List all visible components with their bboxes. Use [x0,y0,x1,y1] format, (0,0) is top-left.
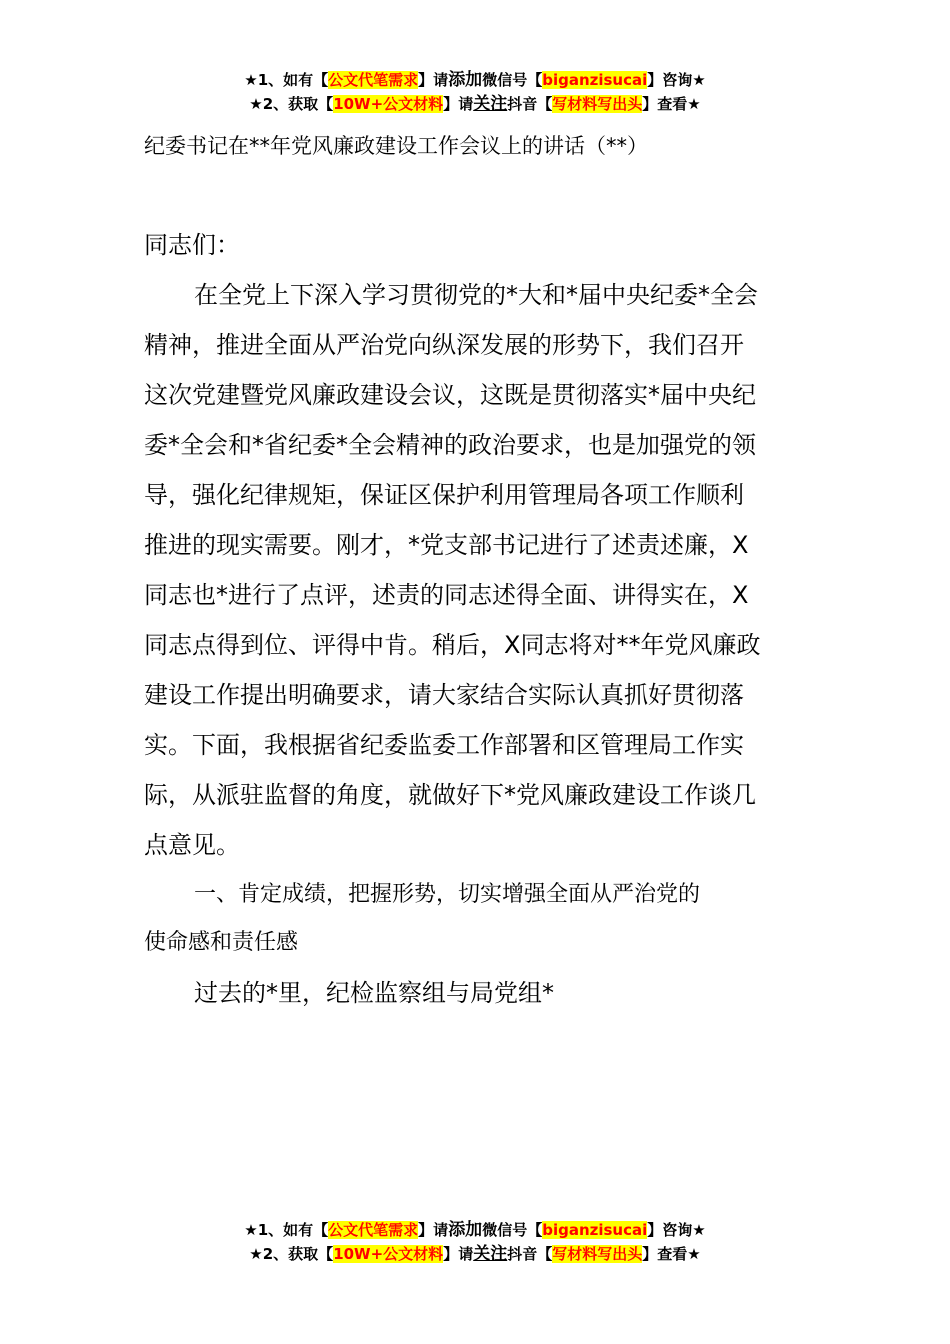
paragraph-line: 点意见。 [144,831,240,859]
banner-highlight: 10W+公文材料 [333,95,444,113]
heading-line: 使命感和责任感 [144,930,299,955]
banner-text: 】咨询★ [647,71,706,89]
paragraph-line: 精神，推进全面从严治党向纵深发展的形势下，我们召开 [144,331,744,359]
banner-highlight: 10W+公文材料 [333,1245,444,1263]
banner-emphasis: 添加 [448,1220,483,1240]
banner-highlight-wechat-id: biganzisucai [542,1221,648,1239]
paragraph-line: 同志也*进行了点评，述责的同志述得全面、讲得实在，X [144,581,749,609]
greeting: 同志们： [144,231,240,259]
banner-text: 】请 [418,1221,449,1239]
banner-highlight-douyin-id: 写材料写出头 [552,1245,643,1263]
banner-text: 】查看★ [642,95,701,113]
paragraph-line: 这次党建暨党风廉政建设会议，这既是贯彻落实*届中央纪 [144,381,756,409]
banner-highlight-wechat-id: biganzisucai [542,71,648,89]
banner-text: 】请 [443,95,474,113]
banner-text: 微信号【 [482,71,543,89]
banner-text: 微信号【 [482,1221,543,1239]
banner-text: 】请 [418,71,449,89]
bottom-banner-line-1 [0,1218,950,1242]
paragraph-line: 同志点得到位、评得中肯。稍后，X同志将对**年党风廉政 [144,631,761,659]
document-title: 纪委书记在**年党风廉政建设工作会议上的讲话（**） [144,134,648,158]
banner-text: ★1、如有【 [244,71,329,89]
bottom-banner [0,1218,950,1266]
paragraph-line: 在全党上下深入学习贯彻党的*大和*届中央纪委*全会 [194,281,758,309]
banner-text: 】请 [443,1245,474,1263]
banner-text: 】咨询★ [647,1221,706,1239]
banner-text: ★2、获取【 [249,1245,334,1263]
top-banner [0,68,950,116]
paragraph-line: 导，强化纪律规矩，保证区保护利用管理局各项工作顺利 [144,481,744,509]
paragraph-line: 建设工作提出明确要求，请大家结合实际认真抓好贯彻落 [144,681,744,709]
bottom-banner-line-2 [0,1242,950,1266]
banner-highlight: 公文代笔需求 [328,1221,419,1239]
banner-text: 抖音【 [507,95,553,113]
top-banner-line-2 [0,92,950,116]
banner-highlight-douyin-id: 写材料写出头 [552,95,643,113]
banner-text: ★2、获取【 [249,95,334,113]
paragraph-line: 实。下面，我根据省纪委监委工作部署和区管理局工作实 [144,731,744,759]
banner-text: 】查看★ [642,1245,701,1263]
paragraph-line: 委*全会和*省纪委*全会精神的政治要求，也是加强党的领 [144,431,756,459]
banner-text: 抖音【 [507,1245,553,1263]
banner-emphasis: 关注 [473,94,508,114]
paragraph-line: 推进的现实需要。刚才，*党支部书记进行了述责述廉，X [144,531,749,559]
banner-emphasis: 关注 [473,1244,508,1264]
banner-highlight: 公文代笔需求 [328,71,419,89]
banner-text: ★1、如有【 [244,1221,329,1239]
paragraph-line: 过去的*里，纪检监察组与局党组* [194,979,554,1007]
heading-line: 一、肯定成绩，把握形势，切实增强全面从严治党的 [194,882,701,907]
paragraph-line: 际，从派驻监督的角度，就做好下*党风廉政建设工作谈几 [144,781,756,809]
banner-emphasis: 添加 [448,70,483,90]
top-banner-line-1 [0,68,950,92]
